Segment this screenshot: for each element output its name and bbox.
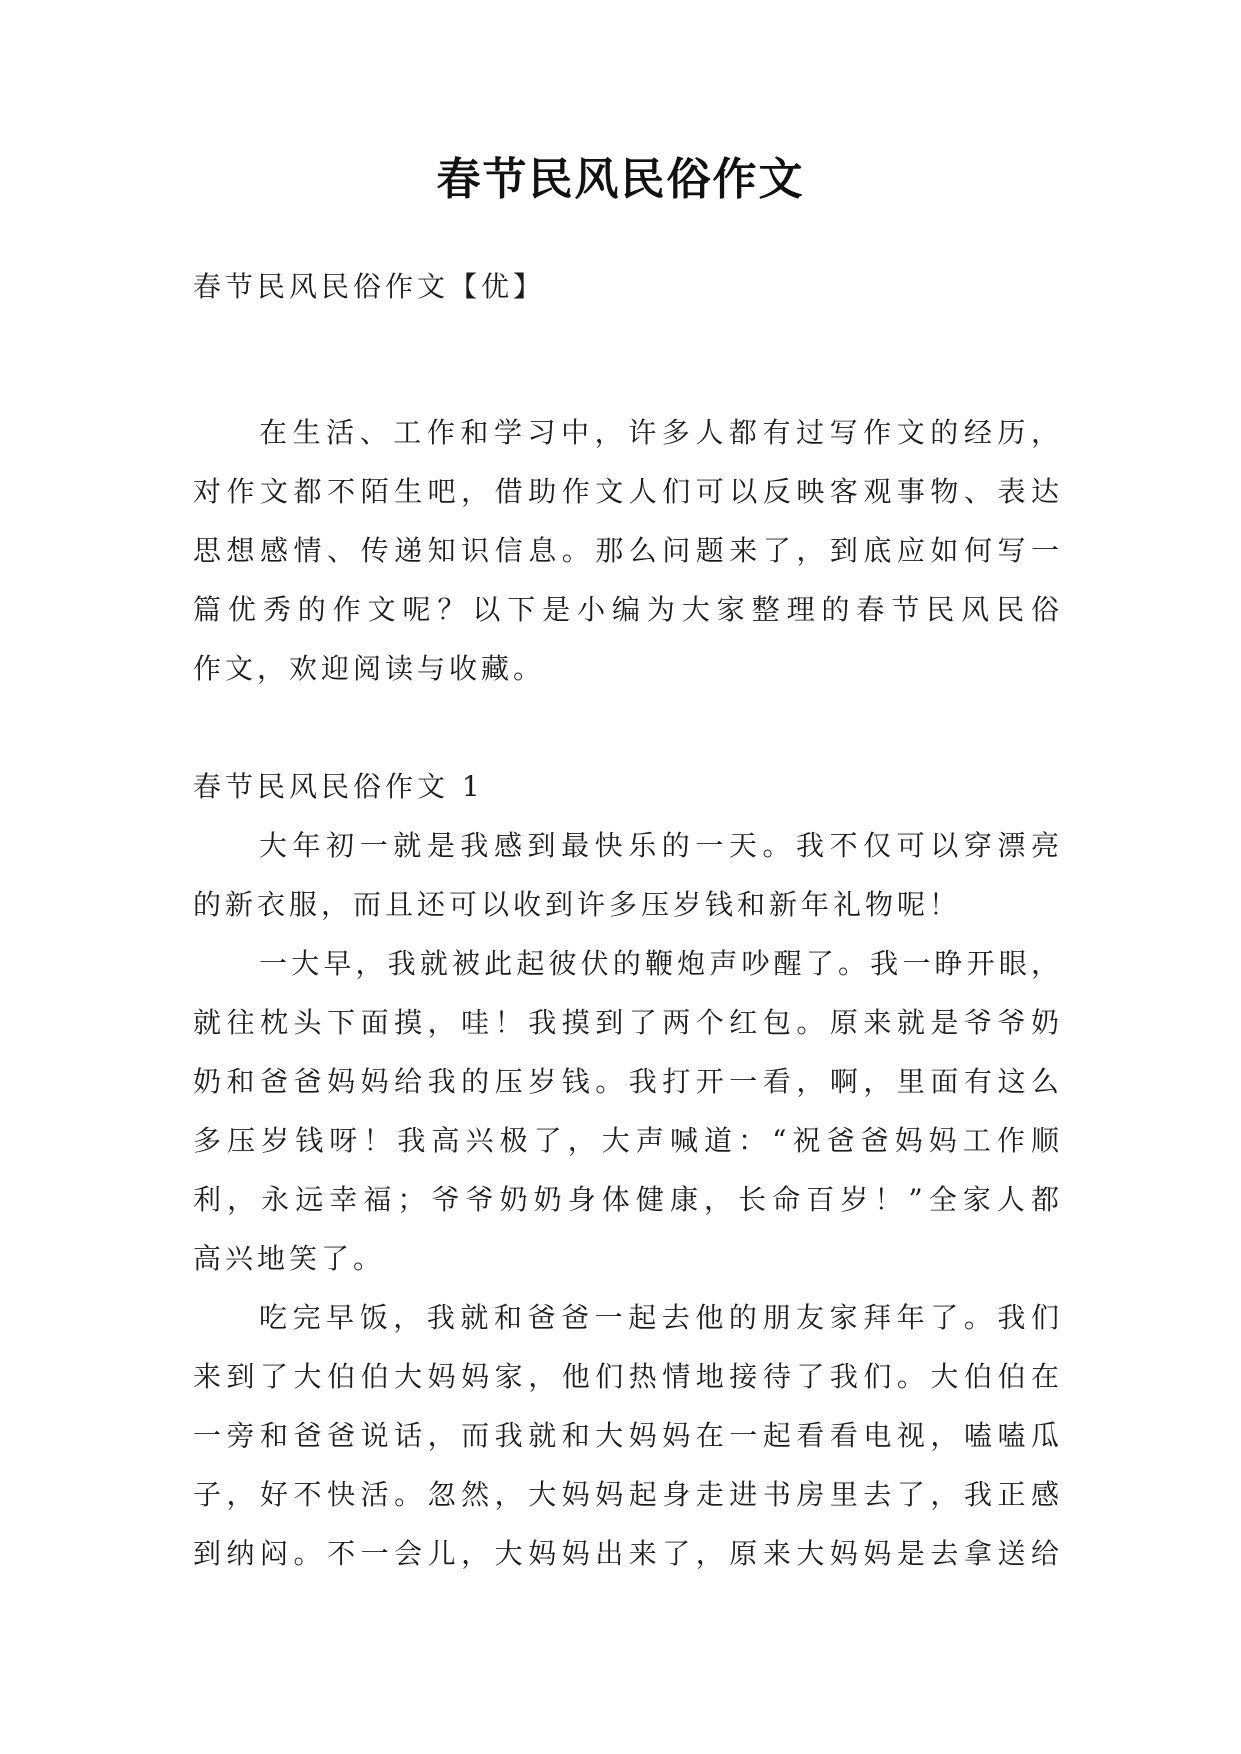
- paragraph: [193, 816, 1059, 934]
- paragraph-line: 子，好不快活。忽然，大妈妈起身走进书房里去了，我正感: [193, 1478, 1059, 1511]
- intro-line: 在生活、工作和学习中，许多人都有过写作文的经历，: [259, 416, 1059, 449]
- paragraph: [193, 1288, 1059, 1583]
- subtitle-block: [193, 257, 1059, 316]
- essay-section: [193, 757, 1059, 1583]
- paragraph-line: 多压岁钱呀！我高兴极了，大声喊道：“祝爸爸妈妈工作顺: [193, 1124, 1059, 1157]
- document-title: 春节民风民俗作文: [436, 154, 805, 205]
- paragraph-line: 奶和爸爸妈妈给我的压岁钱。我打开一看，啊，里面有这么: [193, 1065, 1059, 1098]
- paragraph-line: 就往枕头下面摸，哇！我摸到了两个红包。原来就是爷爷奶: [193, 1006, 1059, 1039]
- paragraph-line: 吃完早饭，我就和爸爸一起去他的朋友家拜年了。我们: [259, 1301, 1059, 1334]
- paragraph: [193, 934, 1059, 1288]
- paragraph-line: 的新衣服，而且还可以收到许多压岁钱和新年礼物呢！: [193, 888, 962, 921]
- section-heading: 春节民风民俗作文 1: [193, 770, 484, 803]
- intro-line: 思想感情、传递知识信息。那么问题来了，到底应如何写一: [193, 534, 1059, 567]
- intro-paragraph: [193, 403, 1059, 698]
- paragraph-line: 大年初一就是我感到最快乐的一天。我不仅可以穿漂亮: [259, 829, 1059, 862]
- paragraph-line: 一旁和爸爸说话，而我就和大妈妈在一起看看电视，嗑嗑瓜: [193, 1419, 1059, 1452]
- intro-line: 篇优秀的作文呢？以下是小编为大家整理的春节民风民俗: [193, 593, 1059, 626]
- paragraph-line: 来到了大伯伯大妈妈家，他们热情地接待了我们。大伯伯在: [193, 1360, 1059, 1393]
- paragraph-line: 一大早，我就被此起彼伏的鞭炮声吵醒了。我一睁开眼，: [259, 947, 1059, 980]
- document-subtitle: 春节民风民俗作文【优】: [193, 270, 546, 303]
- intro-line: 作文，欢迎阅读与收藏。: [193, 652, 546, 685]
- paragraph-line: 高兴地笑了。: [193, 1242, 386, 1275]
- paragraph-line: 到纳闷。不一会儿，大妈妈出来了，原来大妈妈是去拿送给: [193, 1537, 1059, 1570]
- paragraph-line: 利，永远幸福；爷爷奶奶身体健康，长命百岁！”全家人都: [193, 1183, 1059, 1216]
- intro-line: 对作文都不陌生吧，借助作文人们可以反映客观事物、表达: [193, 475, 1059, 508]
